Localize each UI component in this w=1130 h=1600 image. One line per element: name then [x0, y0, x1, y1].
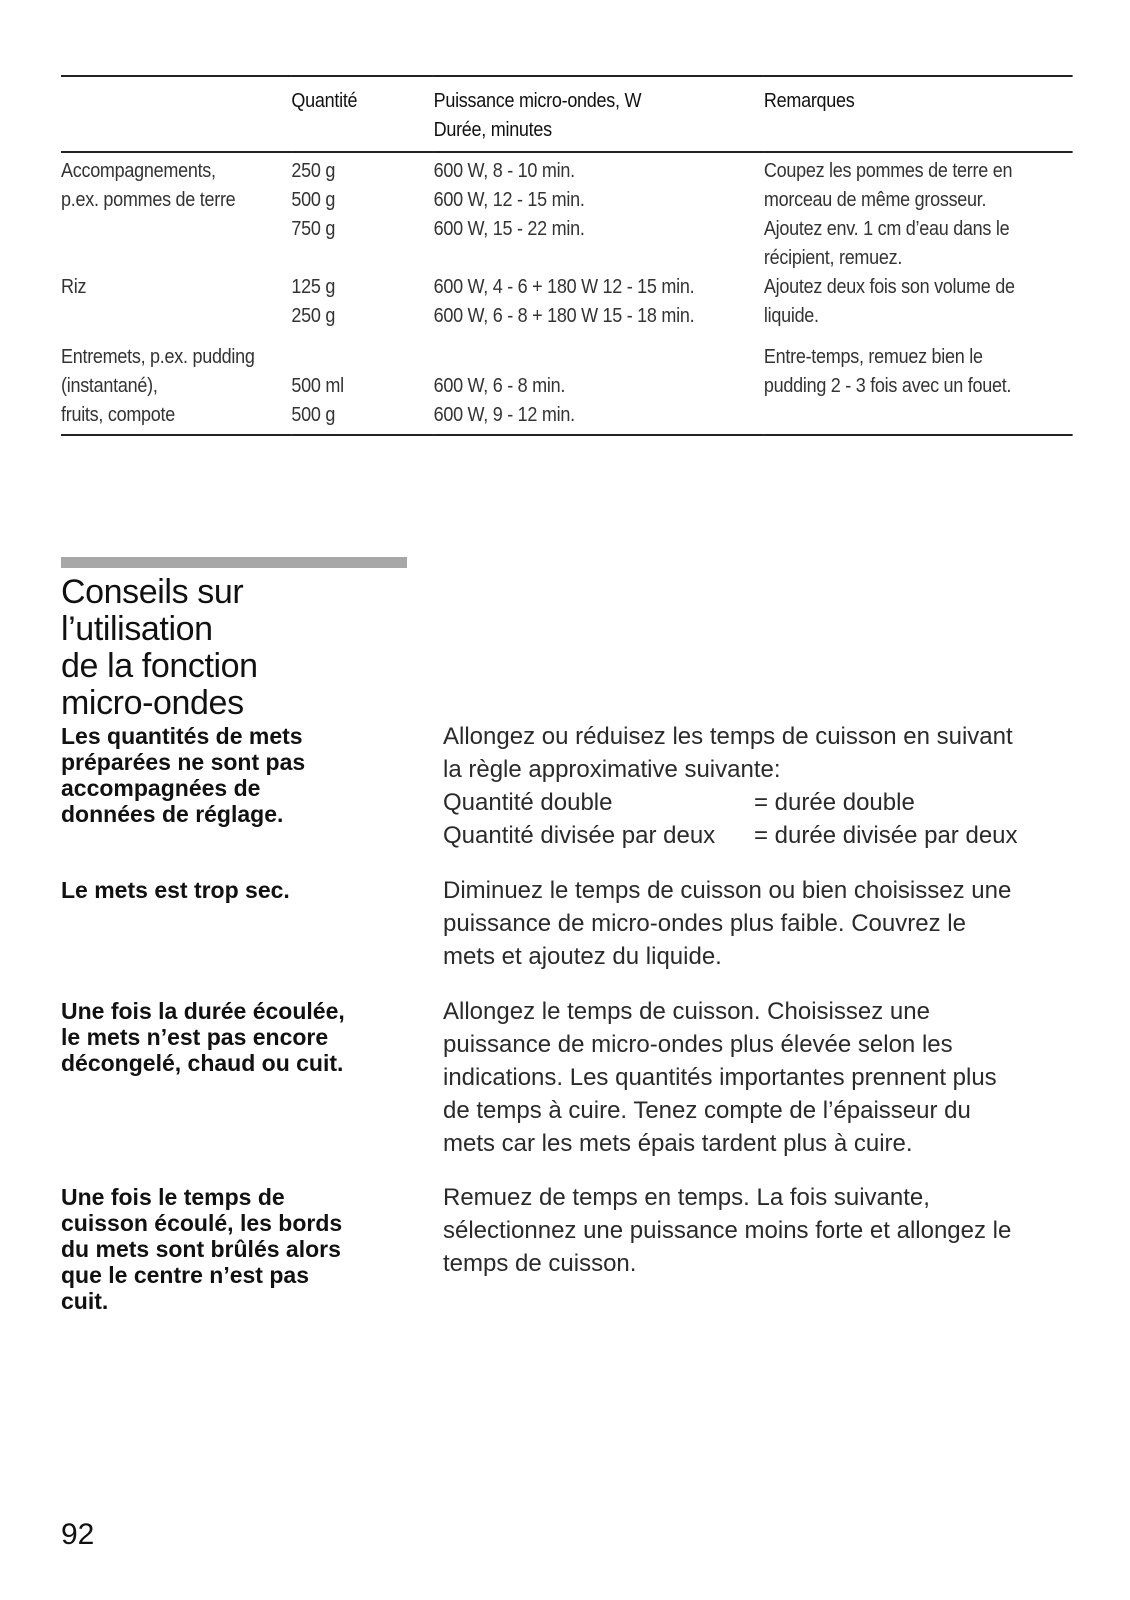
cell-text: 600 W, 15 - 22 min. — [433, 218, 585, 240]
tip-solution-line: temps de cuisson. — [443, 1250, 637, 1277]
tip-solution-line: la règle approximative suivante: — [443, 756, 781, 783]
cell-text: 600 W, 6 - 8 min. — [433, 375, 566, 397]
cooking-table-wrapper — [61, 75, 1073, 436]
cell-text: liquide. — [763, 305, 819, 327]
section-title-line: l’utilisation — [61, 610, 213, 648]
table-header-row — [61, 76, 1073, 152]
tip-solution-line: mets et ajoutez du liquide. — [443, 943, 722, 970]
section-title-line: de la fonction — [61, 647, 258, 685]
tip-solution — [443, 877, 1073, 973]
cell-power — [434, 273, 764, 331]
tip-problem-line: Une fois la durée écoulée, — [61, 998, 345, 1024]
header-remarks — [764, 76, 1073, 152]
tip-problem-line: cuit. — [61, 1288, 109, 1314]
cell-power — [434, 152, 764, 273]
tip-problem-line: préparées ne sont pas — [61, 749, 306, 775]
tip-problem-line: que le centre n’est pas — [61, 1262, 309, 1288]
cell-quantity — [291, 331, 433, 435]
tip-solution — [443, 723, 1073, 852]
tip-solution-line: indications. Les quantités importantes prennent plus — [443, 1064, 997, 1091]
cell-text — [291, 343, 433, 372]
cell-text: Ajoutez deux fois son volume de — [763, 276, 1015, 298]
cell-text: morceau de même grosseur. — [763, 189, 987, 211]
rule-lhs: Quantité double — [443, 789, 613, 816]
cell-text: 500 g — [291, 189, 336, 211]
section-title-line: micro-ondes — [61, 684, 244, 722]
tip-solution — [443, 998, 1073, 1160]
header-power — [434, 76, 764, 152]
tip-problem-line: Les quantités de mets — [61, 723, 303, 749]
tip-problem — [61, 1184, 401, 1314]
tip-problem-line: cuisson écoulé, les bords — [61, 1210, 343, 1236]
tip-problem-line: le mets n’est pas encore — [61, 1024, 329, 1050]
tip-solution-line: sélectionnez une puissance moins forte et allongez le — [443, 1217, 1012, 1244]
rule-lhs: Quantité divisée par deux — [443, 822, 716, 849]
cell-text: 600 W, 4 - 6 + 180 W 12 - 15 min. — [433, 276, 695, 298]
rule-rhs: = durée divisée par deux — [754, 822, 1018, 849]
cell-text: 750 g — [291, 218, 336, 240]
cell-text: 500 g — [291, 404, 336, 426]
cell-dish — [61, 331, 291, 435]
tip-solution-line: Diminuez le temps de cuisson ou bien choisissez une — [443, 877, 1012, 904]
header-quantity-label: Quantité — [291, 90, 358, 112]
cell-power — [434, 331, 764, 435]
tip-solution — [443, 1184, 1073, 1280]
cell-text: pudding 2 - 3 fois avec un fouet. — [763, 375, 1012, 397]
cell-text: Coupez les pommes de terre en — [763, 160, 1013, 182]
table-row — [61, 152, 1073, 273]
tip-solution-line: puissance de micro-ondes plus faible. Couvrez le — [443, 910, 966, 937]
tip-solution-line: Allongez le temps de cuisson. Choisissez une — [443, 998, 930, 1025]
cell-text: 500 ml — [291, 375, 344, 397]
cell-text: fruits, compote — [61, 404, 176, 426]
cell-text: 600 W, 9 - 12 min. — [433, 404, 575, 426]
cell-text: 250 g — [291, 160, 336, 182]
cell-text: 125 g — [291, 276, 336, 298]
tip-problem-line: Une fois le temps de — [61, 1184, 285, 1210]
table-row — [61, 273, 1073, 331]
header-quantity — [291, 76, 433, 152]
cell-text: p.ex. pommes de terre — [61, 189, 236, 211]
cell-text: Entremets, p.ex. pudding — [61, 346, 255, 368]
cell-text: 600 W, 8 - 10 min. — [433, 160, 575, 182]
tip-problem — [61, 998, 401, 1076]
cell-text: Ajoutez env. 1 cm d’eau dans le — [763, 218, 1010, 240]
cell-remarks — [764, 152, 1073, 273]
cell-text: Entre-temps, remuez bien le — [763, 346, 983, 368]
header-dish — [61, 76, 291, 152]
tip-solution-line: Remuez de temps en temps. La fois suivante, — [443, 1184, 930, 1211]
header-remarks-label: Remarques — [763, 90, 855, 112]
cell-text: (instantané), — [61, 375, 158, 397]
cell-dish — [61, 273, 291, 331]
tip-problem-line: du mets sont brûlés alors — [61, 1236, 341, 1262]
tip-problem — [61, 723, 401, 827]
rule-row — [443, 786, 1073, 819]
section-divider-bar — [61, 557, 407, 568]
tip-solution-line: Allongez ou réduisez les temps de cuisson en suivant — [443, 723, 1013, 750]
tip-problem-line: Le mets est trop sec. — [61, 877, 290, 903]
tip-problem — [61, 877, 401, 903]
cell-text: 250 g — [291, 305, 336, 327]
cell-remarks — [764, 273, 1073, 331]
cell-quantity — [291, 273, 433, 331]
table-row — [61, 331, 1073, 435]
section-title — [61, 574, 461, 722]
cooking-table — [61, 75, 1073, 436]
cell-remarks — [764, 331, 1073, 435]
cell-quantity — [291, 152, 433, 273]
cell-text: 600 W, 6 - 8 + 180 W 15 - 18 min. — [433, 305, 695, 327]
rule-rhs: = durée double — [754, 789, 915, 816]
page-number: 92 — [61, 1518, 95, 1551]
cell-dish — [61, 152, 291, 273]
tip-problem-line: accompagnées de — [61, 775, 261, 801]
cell-text — [434, 343, 764, 372]
header-duration-label: Durée, minutes — [433, 119, 552, 141]
cell-text: 600 W, 12 - 15 min. — [433, 189, 585, 211]
cell-text: récipient, remuez. — [763, 247, 903, 269]
section-title-line: Conseils sur — [61, 573, 244, 611]
tip-problem-line: décongelé, chaud ou cuit. — [61, 1050, 344, 1076]
cell-text: Riz — [61, 276, 87, 298]
tip-problem-line: données de réglage. — [61, 801, 284, 827]
tip-solution-line: de temps à cuire. Tenez compte de l’épaisseur du — [443, 1097, 971, 1124]
tip-solution-line: puissance de micro-ondes plus élevée selon les — [443, 1031, 953, 1058]
tip-solution-line: mets car les mets épais tardent plus à cuire. — [443, 1130, 913, 1157]
header-power-label: Puissance micro-ondes, W — [433, 90, 642, 112]
rule-row — [443, 819, 1073, 852]
cell-text: Accompagnements, — [61, 160, 216, 182]
